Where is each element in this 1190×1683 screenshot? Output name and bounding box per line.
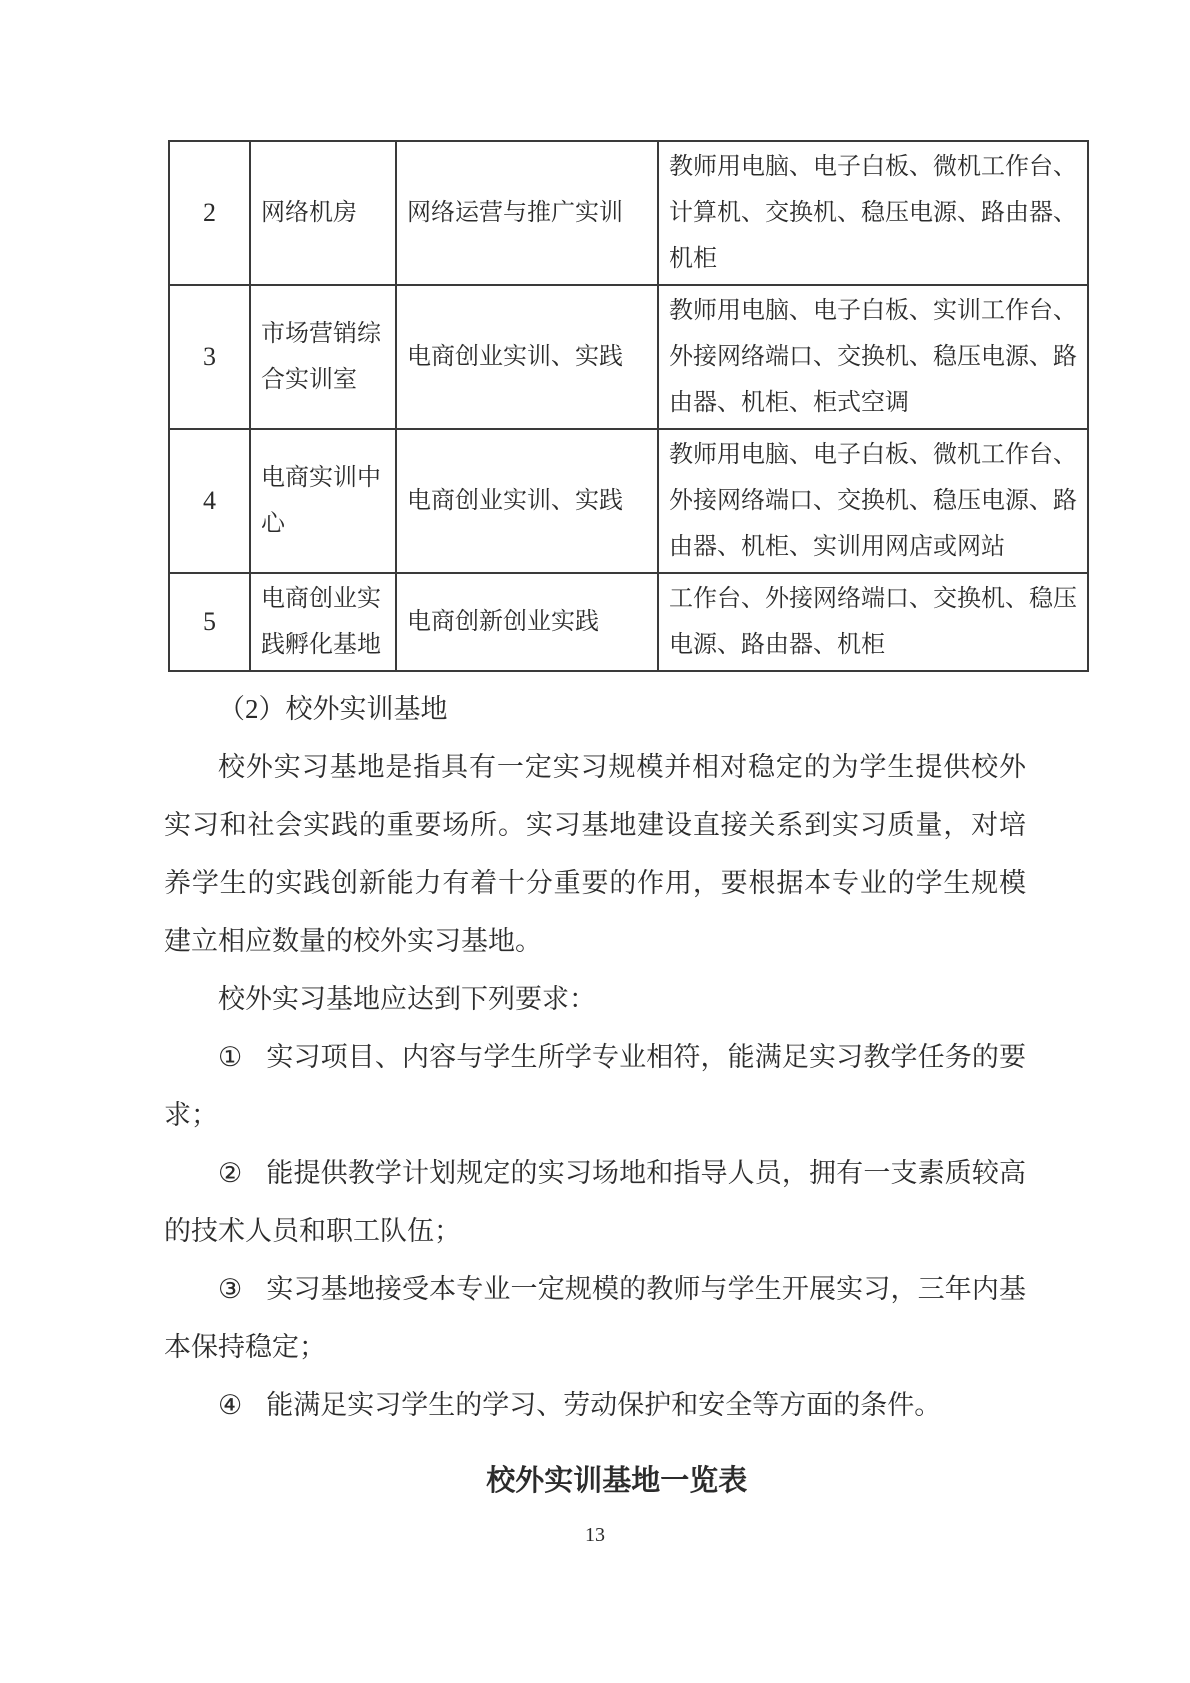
item-marker: ③ [218,1274,243,1304]
cell-function: 网络运营与推广实训 [396,141,658,285]
cell-equipment: 教师用电脑、电子白板、实训工作台、外接网络端口、交换机、稳压电源、路由器、机柜、柜式空调 [658,285,1088,429]
paragraph-base-description: 校外实习基地是指具有一定实习规模并相对稳定的为学生提供校外实习和社会实践的重要场所。实习基地建设直接关系到实习质量，对培养学生的实践创新能力有着十分重要的作用，要根据本专业的学生规模建立相应数量的校外实习基地。 [164,752,1026,956]
body-text-block [164,680,1026,1550]
table-row [169,573,1088,671]
cell-row-number: 4 [169,429,250,573]
list-item [164,1376,1026,1434]
cell-room-name: 网络机房 [250,141,396,285]
list-item [164,1144,1026,1260]
cell-equipment: 教师用电脑、电子白板、微机工作台、计算机、交换机、稳压电源、路由器、机柜 [658,141,1088,285]
cell-row-number: 5 [169,573,250,671]
cell-row-number: 3 [169,285,250,429]
item-marker: ② [218,1158,243,1188]
paragraph-requirements-intro: 校外实习基地应达到下列要求： [218,984,596,1014]
section-heading: （2）校外实训基地 [218,694,448,724]
cell-room-name: 电商实训中心 [250,429,396,573]
cell-equipment: 工作台、外接网络端口、交换机、稳压电源、路由器、机柜 [658,573,1088,671]
item-marker: ④ [218,1390,243,1420]
table-row [169,285,1088,429]
cell-function: 电商创新创业实践 [396,573,658,671]
page-number: 13 [585,1524,605,1546]
item-text: 实习基地接受本专业一定规模的教师与学生开展实习，三年内基本保持稳定； [164,1274,1026,1362]
cell-function: 电商创业实训、实践 [396,429,658,573]
item-marker: ① [218,1042,243,1072]
list-item [164,1260,1026,1376]
list-item [164,1028,1026,1144]
cell-room-name: 电商创业实践孵化基地 [250,573,396,671]
training-facility-table [168,140,1089,672]
cell-room-name: 市场营销综合实训室 [250,285,396,429]
table-row [169,429,1088,573]
cell-function: 电商创业实训、实践 [396,285,658,429]
table-row [169,141,1088,285]
item-text: 实习项目、内容与学生所学专业相符，能满足实习教学任务的要求； [164,1042,1026,1130]
cell-row-number: 2 [169,141,250,285]
cell-equipment: 教师用电脑、电子白板、微机工作台、外接网络端口、交换机、稳压电源、路由器、机柜、实训用网店或网站 [658,429,1088,573]
item-text: 能提供教学计划规定的实习场地和指导人员，拥有一支素质较高的技术人员和职工队伍； [164,1158,1026,1246]
item-text: 能满足实习学生的学习、劳动保护和安全等方面的条件。 [266,1390,942,1420]
next-table-title: 校外实训基地一览表 [486,1465,748,1497]
